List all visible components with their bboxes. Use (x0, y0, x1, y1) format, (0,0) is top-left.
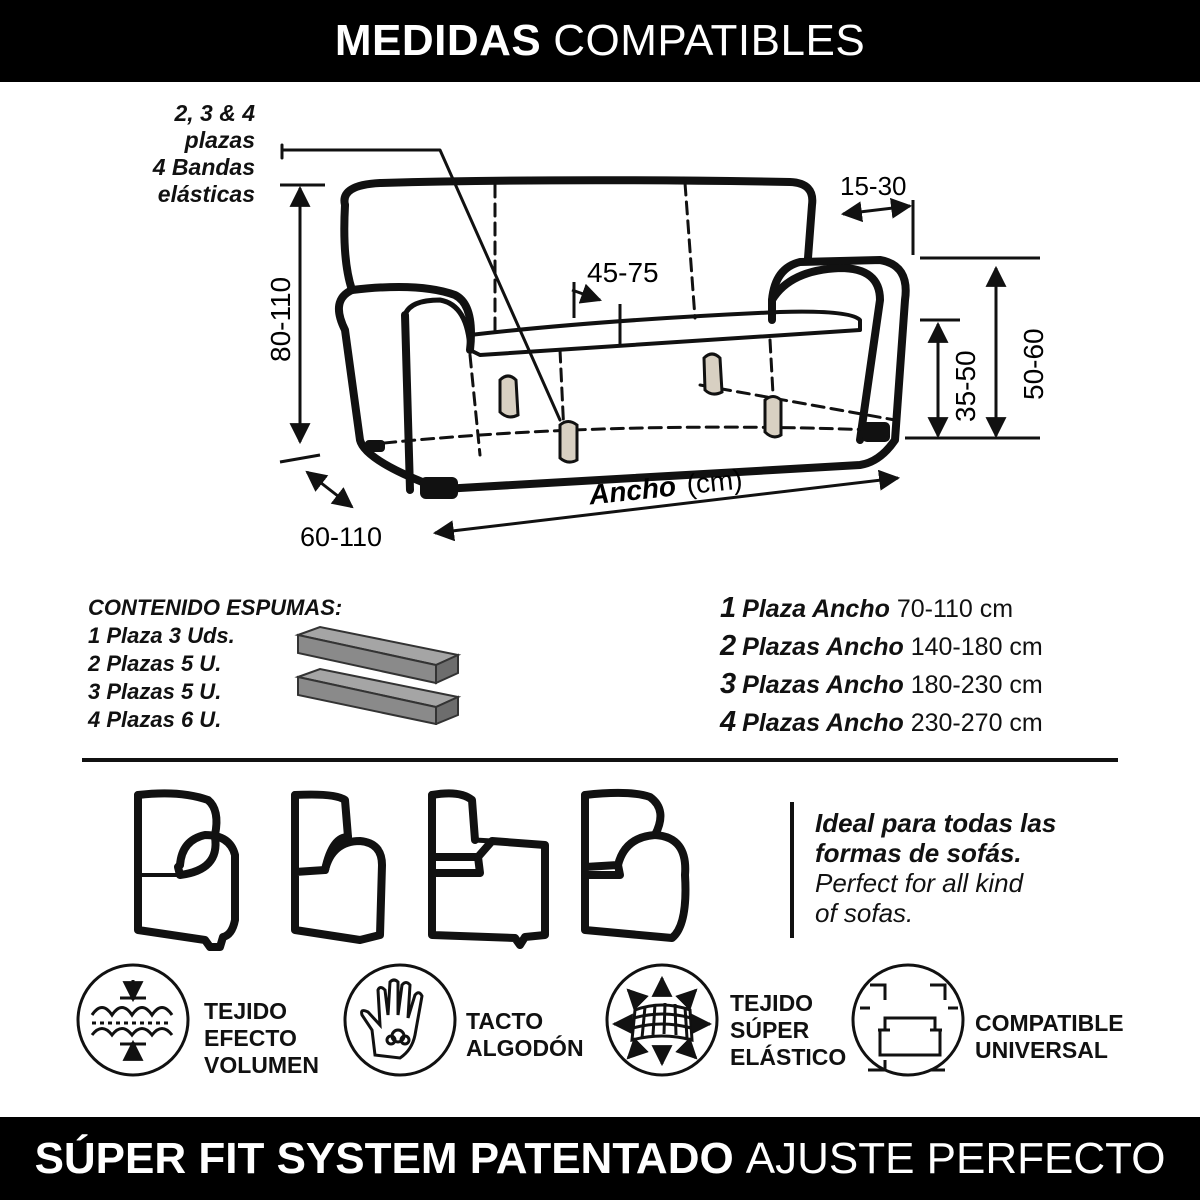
arm-shape-rounded (138, 793, 235, 947)
ideal-bold-line: formas de sofás. (815, 838, 1022, 868)
elastic-bands (500, 354, 781, 462)
footer-title-bold: SÚPER FIT SYSTEM PATENTADO (34, 1133, 734, 1183)
width-label-group (587, 464, 744, 511)
foam-line: 1 Plaza 3 Uds. (88, 623, 235, 648)
feature-line: ELÁSTICO (730, 1044, 847, 1070)
header-title-light: COMPATIBLES (553, 16, 866, 65)
height-label: 80-110 (265, 276, 296, 362)
foam-title: CONTENIDO ESPUMAS: (88, 595, 343, 620)
width-num: 1 (720, 592, 737, 624)
note-line: 4 Bandas (152, 154, 255, 180)
width-label-unit: (cm) (684, 463, 744, 501)
arm-height-label: 50-60 (1018, 328, 1049, 400)
header-band (0, 0, 1200, 82)
footer-band (0, 1117, 1200, 1200)
width-label: Plazas Ancho (742, 671, 904, 699)
sofa-dimension-diagram (0, 82, 1200, 562)
note-line: plazas (184, 127, 255, 153)
widths-list (720, 590, 1043, 742)
feature-universal-text (975, 1010, 1124, 1064)
depth-label: 45-75 (587, 257, 659, 288)
foam-line: 2 Plazas 5 U. (88, 651, 222, 676)
feature-line: TEJIDO (204, 998, 288, 1024)
cotton-hand-icon (345, 965, 455, 1075)
feature-line: EFECTO (204, 1025, 297, 1051)
feature-cotton-text (466, 1008, 584, 1062)
width-label-bold: Ancho (587, 470, 678, 511)
ideal-text (815, 808, 1056, 928)
width-row (720, 704, 1043, 742)
universal-sofa-icon (853, 965, 963, 1075)
width-range: 140-180 cm (910, 633, 1043, 661)
feature-line: TEJIDO (730, 990, 814, 1016)
width-num: 2 (720, 630, 737, 662)
foam-line: 4 Plazas 6 U. (88, 707, 222, 732)
width-row (720, 666, 1043, 704)
feature-line: VOLUMEN (204, 1052, 319, 1078)
feature-line: ALGODÓN (466, 1035, 584, 1061)
ideal-light-line: of sofas. (815, 898, 914, 928)
seat-depth-label: 60-110 (300, 522, 383, 552)
arm-shapes (120, 775, 700, 955)
sofa-outline (282, 145, 906, 490)
seat-height-label: 35-50 (950, 350, 981, 422)
width-range: 230-270 cm (910, 709, 1043, 737)
width-label: Plazas Ancho (742, 709, 904, 737)
width-label: Plazas Ancho (742, 633, 904, 661)
feature-volume-text (204, 998, 319, 1079)
note-line: 2, 3 & 4 (174, 100, 255, 126)
width-range: 70-110 cm (896, 595, 1014, 623)
foam-line: 3 Plazas 5 U. (88, 679, 222, 704)
width-row (720, 628, 1043, 666)
arm-shape-square (432, 793, 545, 945)
width-num: 3 (720, 668, 737, 700)
feature-line: UNIVERSAL (975, 1037, 1108, 1063)
footer-title-light: AJUSTE PERFECTO (745, 1133, 1166, 1183)
ideal-light-line: Perfect for all kind (815, 868, 1024, 898)
feature-stretch-text (730, 990, 846, 1071)
width-range: 180-230 cm (910, 671, 1043, 699)
foam-bars-icon (290, 625, 465, 725)
arm-shape-rolled (585, 793, 685, 938)
ideal-bold-line: Ideal para todas las (815, 808, 1057, 838)
section-divider (82, 758, 1118, 762)
note-line: elásticas (157, 181, 255, 207)
ideal-divider (790, 802, 794, 938)
volume-fabric-icon (78, 965, 188, 1075)
header-title-bold: MEDIDAS (334, 16, 542, 65)
width-row (720, 590, 1043, 628)
feature-line: SÚPER (730, 1017, 810, 1043)
arm-shape-scroll (295, 795, 382, 940)
width-num: 4 (720, 706, 737, 738)
stretch-fabric-icon (607, 965, 717, 1075)
width-label: Plaza Ancho (742, 595, 890, 623)
feature-line: COMPATIBLE (975, 1010, 1124, 1036)
arm-width-label: 15-30 (840, 171, 907, 201)
feature-line: TACTO (466, 1008, 544, 1034)
